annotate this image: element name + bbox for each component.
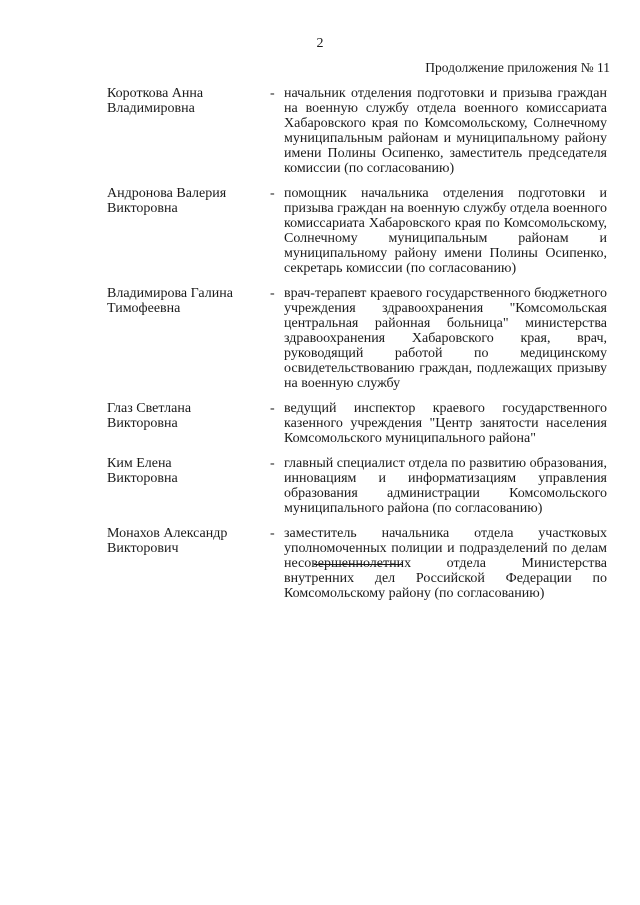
member-surname-name: Ким Елена [107, 456, 172, 471]
member-entry [107, 456, 607, 516]
member-position: заместитель начальника отдела участковых уполномоченных полиции и подразделений по делам несовершеннолетних отдела Министерства внутренних дел Российской Федерации по Комсомольскому району (по согласованию) [284, 526, 607, 601]
member-patronymic: Викторовна [107, 201, 178, 216]
member-patronymic: Викторович [107, 541, 179, 556]
member-name [107, 401, 270, 446]
end-divider [314, 564, 403, 565]
member-position: главный специалист отдела по развитию образования, инновациям и информатизациям управления образования администрации Комсомольского муниципального района (по согласованию) [284, 456, 607, 516]
member-position: врач-терапевт краевого государственного бюджетного учреждения здравоохранения "Комсомольская центральная районная больница" министерства здравоохранения Хабаровского края, врач, руководящий работой по медицинскому освидетельствованию граждан, подлежащих призыву на военную службу [284, 286, 607, 391]
member-dash: - [270, 286, 275, 301]
member-entry [107, 286, 607, 391]
member-patronymic: Викторовна [107, 471, 178, 486]
member-patronymic: Викторовна [107, 416, 178, 431]
member-name [107, 286, 270, 391]
member-name [107, 186, 270, 276]
member-surname-name: Глаз Светлана [107, 401, 192, 416]
member-dash: - [270, 526, 275, 541]
member-entry [107, 401, 607, 446]
member-dash: - [270, 456, 275, 471]
member-patronymic: Тимофеевна [107, 301, 181, 316]
page-number: 2 [316, 36, 324, 51]
member-patronymic: Владимировна [107, 101, 195, 116]
member-name [107, 456, 270, 516]
member-dash: - [270, 186, 275, 201]
member-surname-name: Короткова Анна [107, 86, 204, 101]
member-position: начальник отделения подготовки и призыва граждан на военную службу отдела военного комиссариата Хабаровского края по Комсомольскому, Солнечному муниципальным районам и муниципальному району имени Полины Осипенко, заместитель председателя комиссии (по согласованию) [284, 86, 607, 176]
member-name [107, 526, 270, 601]
member-position: ведущий инспектор краевого государственного казенного учреждения "Центр занятости населения Комсомольского муниципального района" [284, 401, 607, 446]
member-dash: - [270, 86, 275, 101]
member-entry [107, 186, 607, 276]
member-surname-name: Монахов Александр [107, 526, 228, 541]
member-surname-name: Андронова Валерия [107, 186, 227, 201]
member-position: помощник начальника отделения подготовки и призыва граждан на военную службу отдела военного комиссариата Хабаровского края по Комсомольскому, Солнечному муниципальным районам и муниципальному району имени Полины Осипенко, секретарь комиссии (по согласованию) [284, 186, 607, 276]
member-entry [107, 86, 607, 176]
commission-members-list [107, 86, 607, 611]
member-name [107, 86, 270, 176]
member-dash: - [270, 401, 275, 416]
member-surname-name: Владимирова Галина [107, 286, 233, 301]
continuation-label: Продолжение приложения № 11 [425, 60, 610, 75]
